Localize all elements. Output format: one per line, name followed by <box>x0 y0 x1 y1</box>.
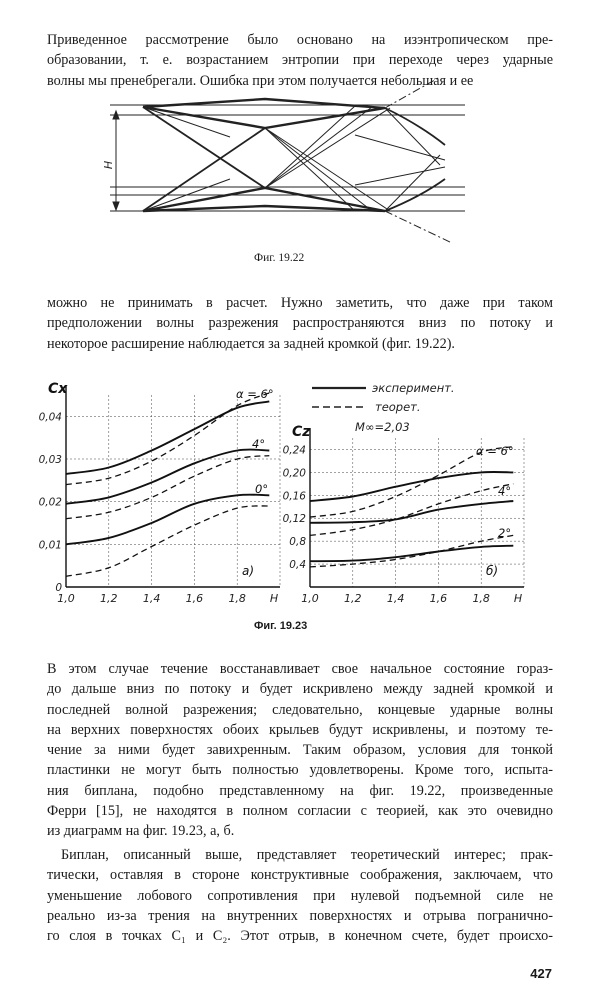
y-tick-label: 0,12 <box>282 513 306 526</box>
text-line: на верхних поверхностях обоих крыльев будут искривлены, и поэтому те- <box>47 721 553 738</box>
x-tick-label: 1,0 <box>301 592 319 605</box>
text-line: чение за ними будет завихренным. Таким образом, условия для тонкой <box>47 742 553 759</box>
series-line-solid <box>310 472 513 501</box>
text-line: предположении волны разрежения распространяются вниз по потоку и <box>47 315 553 332</box>
series-line-dashed <box>66 456 269 519</box>
expansion-line <box>265 128 355 211</box>
x-tick-label: 1,2 <box>344 592 362 605</box>
mach-line <box>143 107 230 137</box>
dashdot-line <box>385 77 440 108</box>
series-line-dashed <box>310 535 513 567</box>
shock-wave <box>143 107 265 188</box>
text-line: из диаграмм на фиг. 19.23, а, б. <box>47 823 235 840</box>
figure-19-22-biplane-diagram <box>0 75 600 315</box>
chart-legend <box>312 381 455 434</box>
page-number: 427 <box>530 966 552 981</box>
wake-line <box>385 155 440 211</box>
text-line: Биплан, описанный выше, представляет теоретический интерес; прак- <box>61 847 553 863</box>
text-line: Приведенное рассмотрение было основано на изэнтропическом пре- <box>47 32 553 48</box>
y-tick-label: 0,02 <box>38 496 62 509</box>
expansion-line <box>265 106 355 188</box>
text-line: волны мы пренебрегали. Ошибка при этом получается небольшая и ее <box>47 72 474 89</box>
figure-caption-19-22: Фиг. 19.22 <box>254 252 305 264</box>
upper-airfoil <box>143 99 385 128</box>
text-line: уменьшение лобового сопротивления при нулевой подъемной силе не <box>47 887 553 904</box>
x-tick-label: H <box>269 592 279 605</box>
dashdot-line <box>385 211 452 243</box>
text-line: го слоя в точках C₁ и C₂. Этот отрыв, в конечном счете, будет происхо- <box>47 928 553 945</box>
paragraph-biplane <box>47 845 553 946</box>
legend-theory-label: теорет. <box>375 400 421 414</box>
y-tick-label: 0,20 <box>282 467 306 480</box>
legend-experiment-label: эксперимент. <box>372 381 455 395</box>
figure-19-23-charts <box>0 375 600 635</box>
panel-label: б) <box>486 564 499 578</box>
alpha-annotation: 0° <box>255 482 269 496</box>
series-line-solid <box>310 501 513 523</box>
x-tick-label: 1,4 <box>142 592 161 605</box>
h-arrow-bottom <box>113 202 119 210</box>
text-line: Ферри [15], не находятся в полном согласии с теорией, как это очевидно <box>47 803 553 820</box>
text-line: можно не принимать в расчет. Нужно заметить, что даже при таком <box>47 295 553 311</box>
x-tick-label: 1,6 <box>185 592 204 605</box>
figure-caption-19-23: Фиг. 19.23 <box>254 620 308 632</box>
y-tick-label: 0,03 <box>38 454 62 466</box>
series-line-dashed <box>310 484 513 536</box>
y-tick-label: 0,16 <box>282 490 306 503</box>
text-line: В этом случае течение восстанавливает свое начальное состояние гораз- <box>47 661 553 677</box>
text-line: ния биплана, подобно представленному на фиг. 19.22, произведенные <box>47 782 553 799</box>
panel-label: а) <box>242 564 255 578</box>
text-line: тически, оставляя в стороне конструктивные соображения, заключаем, что <box>47 867 553 884</box>
y-tick-label: 0,04 <box>38 411 62 424</box>
legend-mach-label: M∞=2,03 <box>355 420 410 434</box>
chart-b-lift-coefficient <box>283 424 524 605</box>
series-line-solid <box>66 401 269 474</box>
alpha-annotation: 4° <box>252 437 266 451</box>
x-tick-label: 1,2 <box>100 592 118 605</box>
text-line: некоторое расширение наблюдается за задней кромкой (фиг. 19.22). <box>47 335 455 352</box>
h-label: H <box>102 160 115 170</box>
alpha-annotation: 2° <box>498 526 512 540</box>
text-line: пластинки не могут быть полностью удовлетворены. Кроме того, испыта- <box>47 762 553 779</box>
y-axis-label: Cz <box>292 424 311 440</box>
lower-airfoil <box>143 188 385 211</box>
paragraph-body <box>47 659 553 842</box>
x-tick-label: 1,8 <box>472 592 490 605</box>
y-tick-label: 0,24 <box>282 444 306 457</box>
alpha-annotation: α = 6° <box>236 387 274 401</box>
y-axis-label: Cx <box>48 381 68 397</box>
x-tick-label: 1,8 <box>228 592 246 605</box>
y-tick-label: 0 <box>55 582 62 594</box>
y-tick-label: 0,8 <box>289 536 306 549</box>
wake-line <box>355 135 445 160</box>
wake-line <box>355 167 445 185</box>
paragraph-continuation <box>47 293 553 354</box>
x-tick-label: H <box>513 592 523 605</box>
alpha-annotation: α = 6° <box>476 444 514 458</box>
text-line: образовании, т. е. возрастанием энтропии при переходе через ударные <box>47 52 553 69</box>
text-line: до дальше вниз по потоку и будет искривлено между задней кромкой и <box>47 681 553 698</box>
text-line: реально из-за трения на внутренних поверхностях и отрыва погранично- <box>47 907 553 924</box>
series-line-solid <box>310 546 513 562</box>
y-tick-label: 0,4 <box>289 559 306 572</box>
y-tick-label: 0,01 <box>38 539 62 552</box>
x-tick-label: 1,0 <box>57 592 75 605</box>
text-line: последней волной разрежения; следовательно, концевые ударные волны <box>47 701 553 718</box>
series-line-solid <box>66 495 269 545</box>
chart-a-drag-coefficient <box>39 381 280 605</box>
x-tick-label: 1,4 <box>386 592 405 605</box>
alpha-annotation: 4° <box>498 484 512 498</box>
x-tick-label: 1,6 <box>429 592 448 605</box>
